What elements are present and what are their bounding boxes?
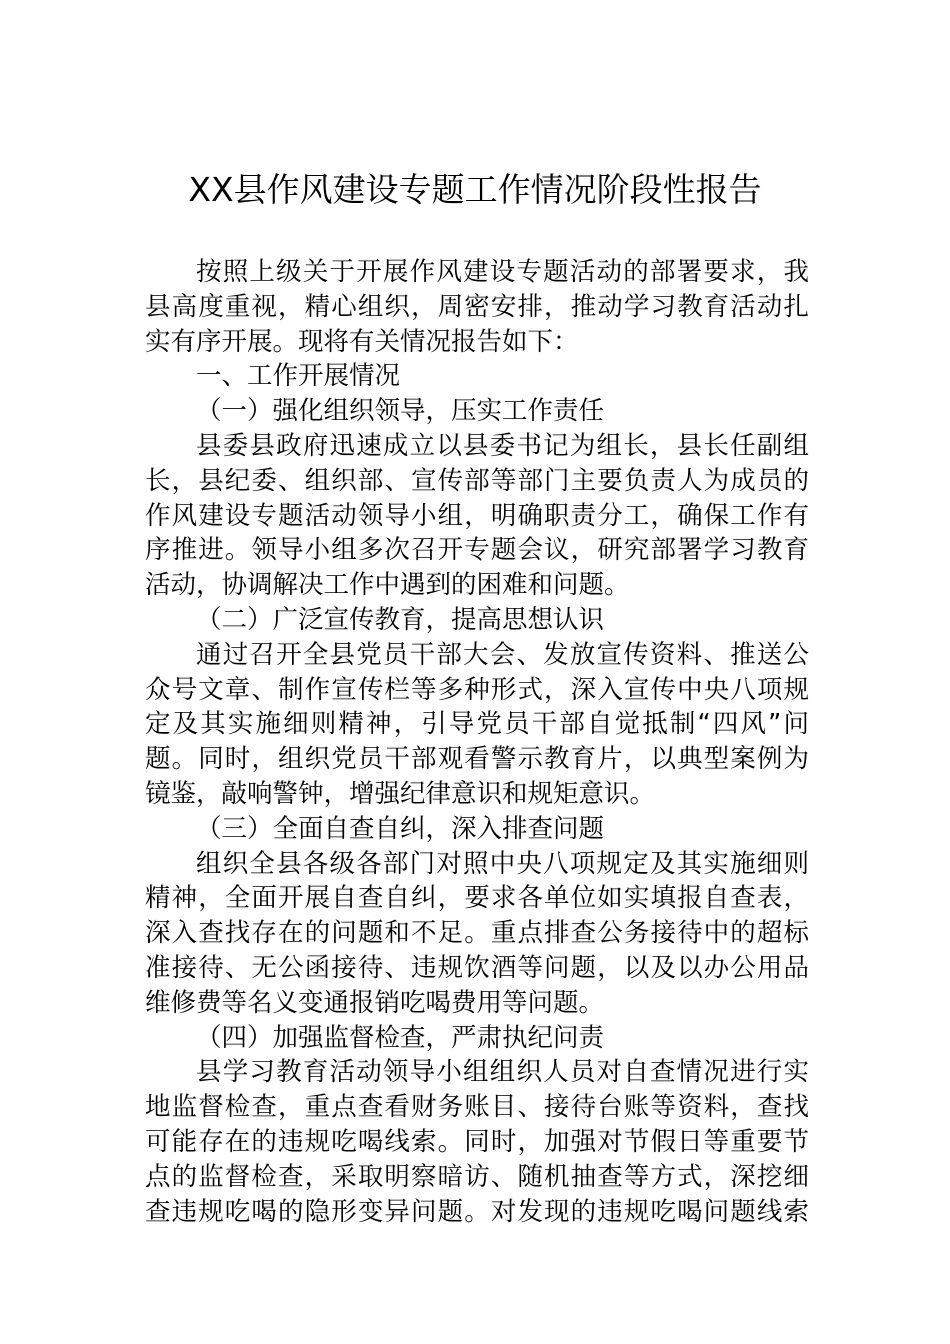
paragraph-line: 精神，全面开展自查自纠，要求各单位如实填报自查表， bbox=[145, 883, 809, 914]
subsection-heading: （一）强化组织领导，压实工作责任 bbox=[196, 396, 605, 427]
paragraph-line: 实有序开展。现将有关情况报告如下： bbox=[145, 326, 579, 357]
paragraph-line: 镜鉴，敲响警钟，增强纪律意识和规矩意识。 bbox=[145, 778, 656, 809]
subsection-heading: （二）广泛宣传教育，提高思想认识 bbox=[196, 604, 605, 635]
paragraph-line: 组织全县各级各部门对照中央八项规定及其实施细则 bbox=[196, 848, 809, 879]
paragraph-line: 活动，协调解决工作中遇到的困难和问题。 bbox=[145, 570, 630, 601]
paragraph-line: 按照上级关于开展作风建设专题活动的部署要求，我 bbox=[196, 257, 809, 287]
paragraph-line: 县高度重视，精心组织，周密安排，推动学习教育活动扎 bbox=[145, 291, 809, 322]
paragraph-line: 县委县政府迅速成立以县委书记为组长，县长任副组 bbox=[196, 430, 809, 461]
paragraph-line: 众号文章、制作宣传栏等多种形式，深入宣传中央八项规 bbox=[145, 674, 809, 705]
paragraph-line: 县学习教育活动领导小组组织人员对自查情况进行实 bbox=[196, 1057, 809, 1088]
paragraph-line: 作风建设专题活动领导小组，明确职责分工，确保工作有 bbox=[145, 500, 809, 531]
paragraph-line: 可能存在的违规吃喝线索。同时，加强对节假日等重要节 bbox=[145, 1126, 809, 1157]
paragraph-line: 序推进。领导小组多次召开专题会议，研究部署学习教育 bbox=[145, 535, 809, 566]
paragraph-line: 维修费等名义变通报销吃喝费用等问题。 bbox=[145, 987, 605, 1018]
subsection-heading: （四）加强监督检查，严肃执纪问责 bbox=[196, 1022, 605, 1053]
paragraph-line: 查违规吃喝的隐形变异问题。对发现的违规吃喝问题线索 bbox=[145, 1196, 809, 1227]
paragraph-line: 题。同时，组织党员干部观看警示教育片，以典型案例为 bbox=[145, 744, 809, 775]
paragraph-line: 点的监督检查，采取明察暗访、随机抽查等方式，深挖细 bbox=[145, 1161, 809, 1192]
paragraph-line: 准接待、无公函接待、违规饮酒等问题，以及以办公用品 bbox=[145, 952, 809, 983]
paragraph-line: 通过召开全县党员干部大会、发放宣传资料、推送公 bbox=[196, 639, 809, 670]
paragraph-line: 深入查找存在的问题和不足。重点排查公务接待中的超标 bbox=[145, 918, 809, 949]
document-title: XX县作风建设专题工作情况阶段性报告 bbox=[188, 170, 762, 209]
section-heading: 一、工作开展情况 bbox=[196, 361, 401, 392]
paragraph-line: 定及其实施细则精神，引导党员干部自觉抵制“四风”问 bbox=[145, 709, 809, 740]
paragraph-line: 长，县纪委、组织部、宣传部等部门主要负责人为成员的 bbox=[145, 465, 809, 496]
subsection-heading: （三）全面自查自纠，深入排查问题 bbox=[196, 813, 605, 844]
document-body bbox=[145, 255, 809, 1229]
paragraph-line: 地监督检查，重点查看财务账目、接待台账等资料，查找 bbox=[145, 1092, 809, 1123]
